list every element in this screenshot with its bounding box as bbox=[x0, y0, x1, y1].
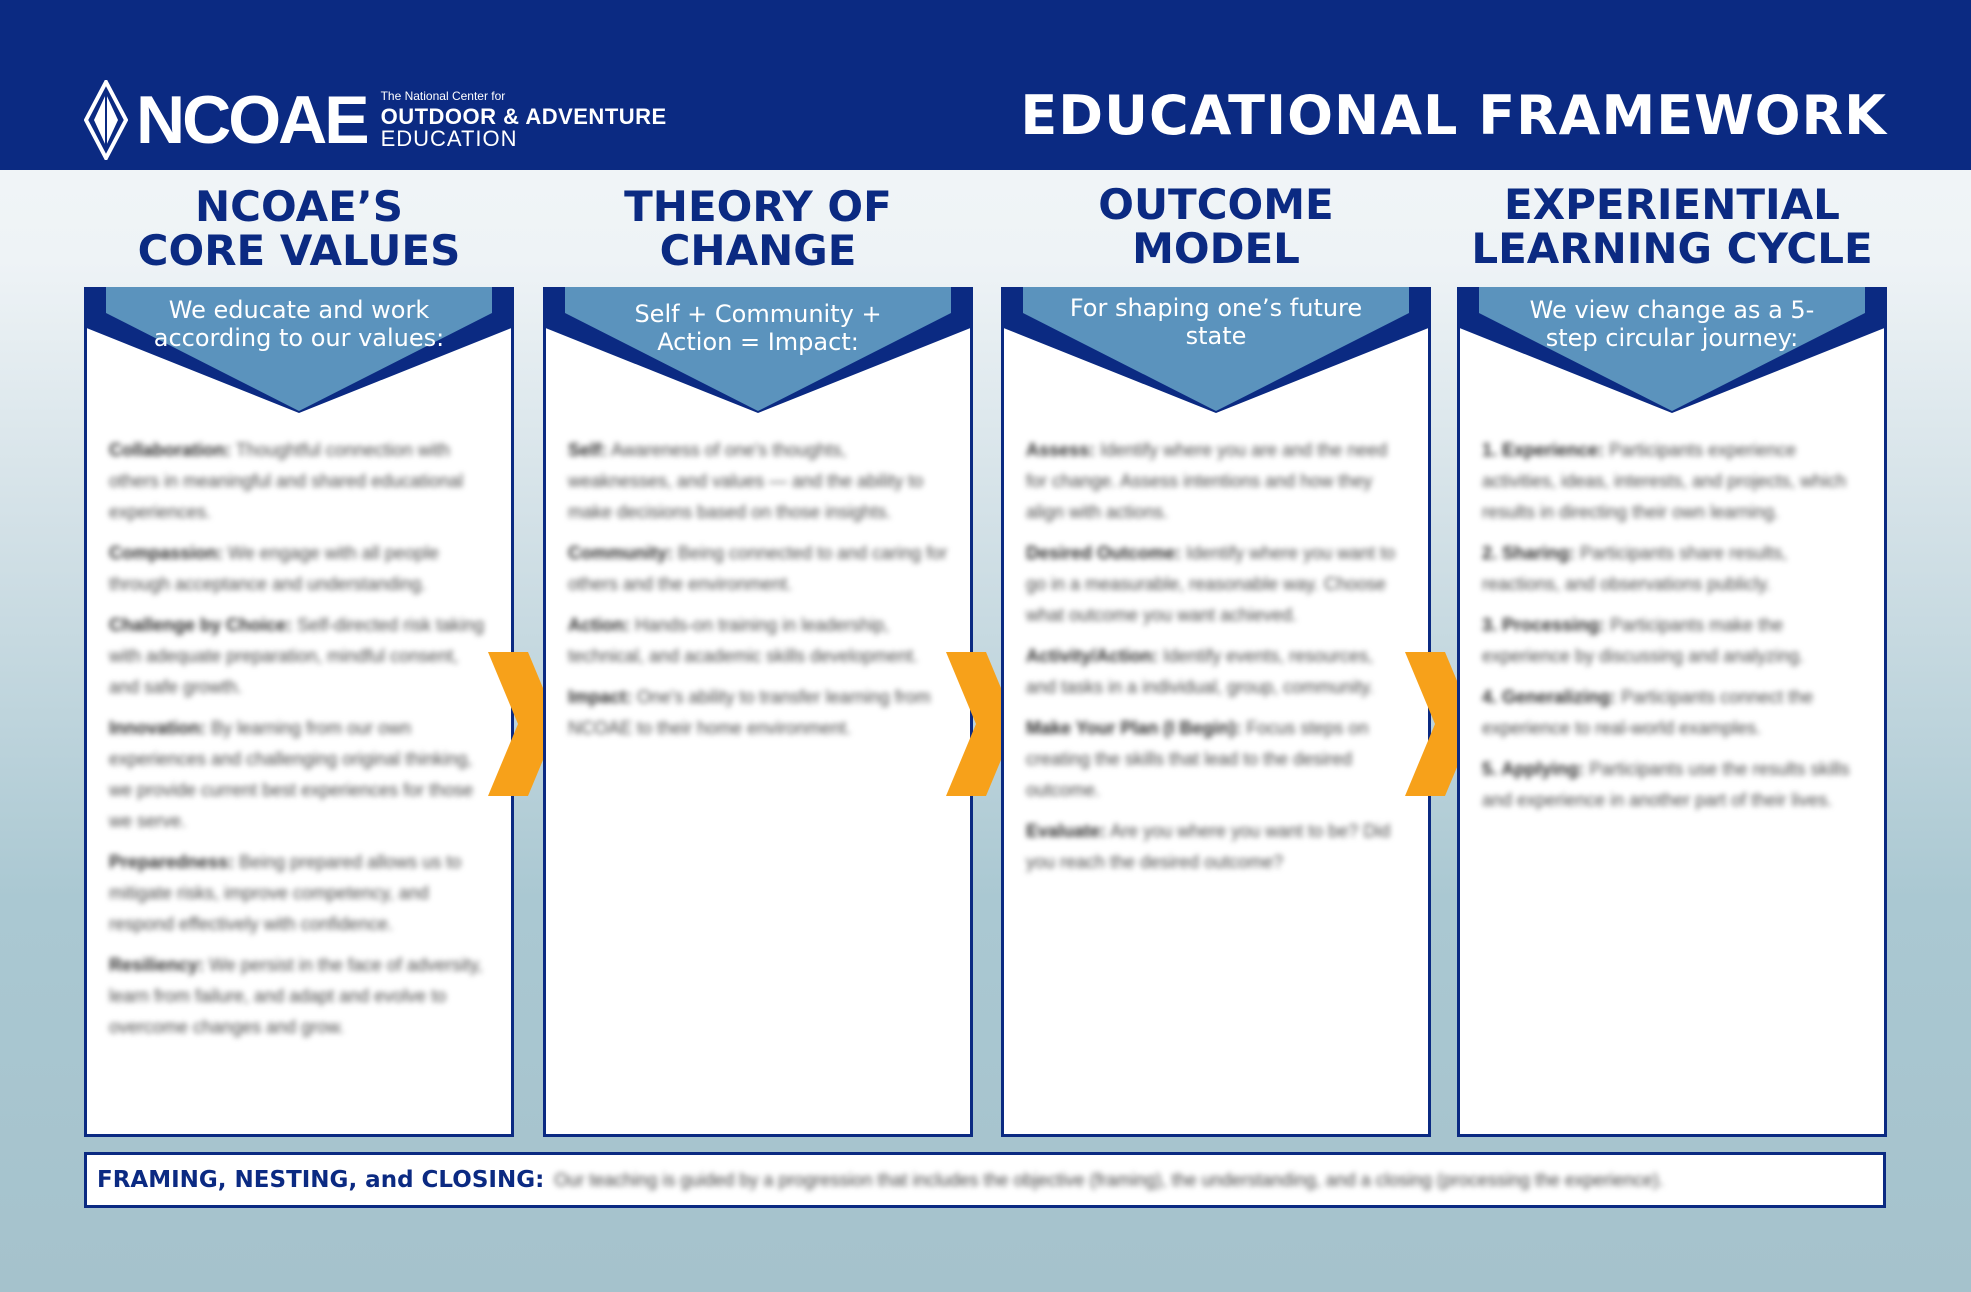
item-term: 4. Generalizing: bbox=[1482, 687, 1617, 707]
core-values-list bbox=[109, 435, 489, 1114]
item-text: Participants experience activities, ideas, interests, and projects, which results in directing their own learning. bbox=[1482, 440, 1847, 522]
item-text: Identify where you are and the need for change. Assess intentions and how they align with actions. bbox=[1026, 440, 1388, 522]
item-term: 5. Applying: bbox=[1482, 759, 1585, 779]
logo-subtitle bbox=[381, 90, 667, 150]
list-item bbox=[1482, 754, 1862, 816]
theory-subtitle: Self + Community + Action = Impact: bbox=[634, 300, 882, 356]
core-values-subtitle: We educate and work according to our values: bbox=[153, 296, 445, 352]
item-term: 3. Processing: bbox=[1482, 615, 1606, 635]
item-term: 2. Sharing: bbox=[1482, 543, 1576, 563]
diamond-logo-icon bbox=[84, 80, 128, 160]
outcome-model-panel bbox=[1001, 287, 1431, 1137]
item-term: Compassion: bbox=[109, 543, 224, 563]
footer-label: FRAMING, NESTING, and CLOSING: bbox=[97, 1167, 545, 1193]
item-term: Resiliency: bbox=[109, 955, 205, 975]
experiential-cycle-panel bbox=[1457, 287, 1887, 1137]
list-item bbox=[1482, 435, 1862, 528]
list-item bbox=[109, 713, 489, 837]
experiential-title-line-1: EXPERIENTIAL bbox=[1504, 180, 1840, 229]
list-item bbox=[109, 950, 489, 1043]
logo-line-1: The National Center for bbox=[380, 89, 506, 103]
framing-footer bbox=[84, 1152, 1886, 1208]
item-text: Self-directed risk taking with adequate preparation, mindful consent, and safe growth. bbox=[109, 615, 485, 697]
item-term: Impact: bbox=[568, 687, 633, 707]
list-item bbox=[568, 435, 948, 528]
item-term: Make Your Plan (I Begin): bbox=[1026, 718, 1242, 738]
list-item bbox=[1026, 538, 1406, 631]
list-item bbox=[568, 538, 948, 600]
item-term: Self: bbox=[568, 440, 608, 460]
ncoae-logo[interactable] bbox=[84, 80, 667, 160]
list-item bbox=[1026, 713, 1406, 806]
list-item bbox=[109, 538, 489, 600]
item-text: By learning from our own experiences and challenging original thinking, we provide current best experiences for those we serve. bbox=[109, 718, 474, 831]
list-item bbox=[1026, 435, 1406, 528]
item-text: Hands-on training in leadership, technical, and academic skills development. bbox=[568, 615, 919, 666]
item-text: We persist in the face of adversity, learn from failure, and adapt and evolve to overcome changes and grow. bbox=[109, 955, 483, 1037]
outcome-title-line-2: MODEL bbox=[1132, 224, 1300, 273]
item-text: We engage with all people through acceptance and understanding. bbox=[109, 543, 439, 594]
item-term: Collaboration: bbox=[109, 440, 231, 460]
item-term: Challenge by Choice: bbox=[109, 615, 293, 635]
outcome-model-title bbox=[1001, 180, 1431, 273]
item-term: Action: bbox=[568, 615, 630, 635]
item-text: Identify events, resources, and tasks in a individual, group, community. bbox=[1026, 646, 1374, 697]
experiential-list bbox=[1482, 435, 1862, 1114]
logo-wordmark: NCOAE bbox=[136, 82, 367, 158]
list-item bbox=[568, 682, 948, 744]
theory-of-change-title bbox=[543, 182, 973, 275]
item-text: Focus steps on creating the skills that lead to the desired outcome. bbox=[1026, 718, 1369, 800]
list-item bbox=[1482, 682, 1862, 744]
item-text: Awareness of one's thoughts, weaknesses, and values — and the ability to make decisions based on those insights. bbox=[568, 440, 924, 522]
item-text: Participants use the results skills and experience in another part of their lives. bbox=[1482, 759, 1850, 810]
core-values-title bbox=[84, 182, 514, 275]
item-term: Preparedness: bbox=[109, 852, 235, 872]
item-term: Innovation: bbox=[109, 718, 206, 738]
list-item bbox=[109, 847, 489, 940]
item-term: Evaluate: bbox=[1026, 821, 1107, 841]
item-text: Participants share results, reactions, and observations publicly. bbox=[1482, 543, 1788, 594]
outcome-subtitle: For shaping one’s future state bbox=[1069, 294, 1363, 350]
list-item bbox=[1482, 610, 1862, 672]
outcome-list bbox=[1026, 435, 1406, 1114]
list-item bbox=[1482, 538, 1862, 600]
theory-title-line-2: CHANGE bbox=[659, 226, 857, 275]
item-text: Being prepared allows us to mitigate risks, improve competency, and respond effectively with confidence. bbox=[109, 852, 462, 934]
core-values-title-line-2: CORE VALUES bbox=[137, 226, 461, 275]
theory-list bbox=[568, 435, 948, 1114]
footer-text: Our teaching is guided by a progression that includes the objective (framing), the understanding, and a closing (processing the experience). bbox=[554, 1169, 1664, 1190]
item-text: One's ability to transfer learning from NCOAE to their home environment. bbox=[568, 687, 931, 738]
page-title: EDUCATIONAL FRAMEWORK bbox=[1020, 84, 1887, 147]
item-text: Thoughtful connection with others in meaningful and shared educational experiences. bbox=[109, 440, 464, 522]
item-text: Being connected to and caring for others and the environment. bbox=[568, 543, 948, 594]
item-term: Activity/Action: bbox=[1026, 646, 1159, 666]
logo-line-3: EDUCATION bbox=[380, 126, 518, 151]
list-item bbox=[568, 610, 948, 672]
list-item bbox=[109, 610, 489, 703]
item-text: Participants connect the experience to real-world examples. bbox=[1482, 687, 1814, 738]
outcome-title-line-1: OUTCOME bbox=[1098, 180, 1334, 229]
item-text: Identify where you want to go in a measurable, reasonable way. Choose what outcome you want achieved. bbox=[1026, 543, 1396, 625]
item-term: Desired Outcome: bbox=[1026, 543, 1182, 563]
header-banner bbox=[0, 0, 1971, 170]
item-text: Participants make the experience by discussing and analyzing. bbox=[1482, 615, 1805, 666]
experiential-subtitle: We view change as a 5-step circular journey: bbox=[1529, 296, 1815, 352]
list-item bbox=[1026, 641, 1406, 703]
item-term: 1. Experience: bbox=[1482, 440, 1605, 460]
item-text: Are you where you want to be? Did you reach the desired outcome? bbox=[1026, 821, 1391, 872]
core-values-panel bbox=[84, 287, 514, 1137]
theory-title-line-1: THEORY OF bbox=[624, 182, 892, 231]
logo-line-2: OUTDOOR & ADVENTURE bbox=[380, 104, 667, 129]
theory-of-change-panel bbox=[543, 287, 973, 1137]
list-item bbox=[109, 435, 489, 528]
item-term: Community: bbox=[568, 543, 673, 563]
list-item bbox=[1026, 816, 1406, 878]
experiential-cycle-title bbox=[1457, 180, 1887, 273]
experiential-title-line-2: LEARNING CYCLE bbox=[1471, 224, 1873, 273]
core-values-title-line-1: NCOAE’S bbox=[195, 182, 403, 231]
item-term: Assess: bbox=[1026, 440, 1096, 460]
